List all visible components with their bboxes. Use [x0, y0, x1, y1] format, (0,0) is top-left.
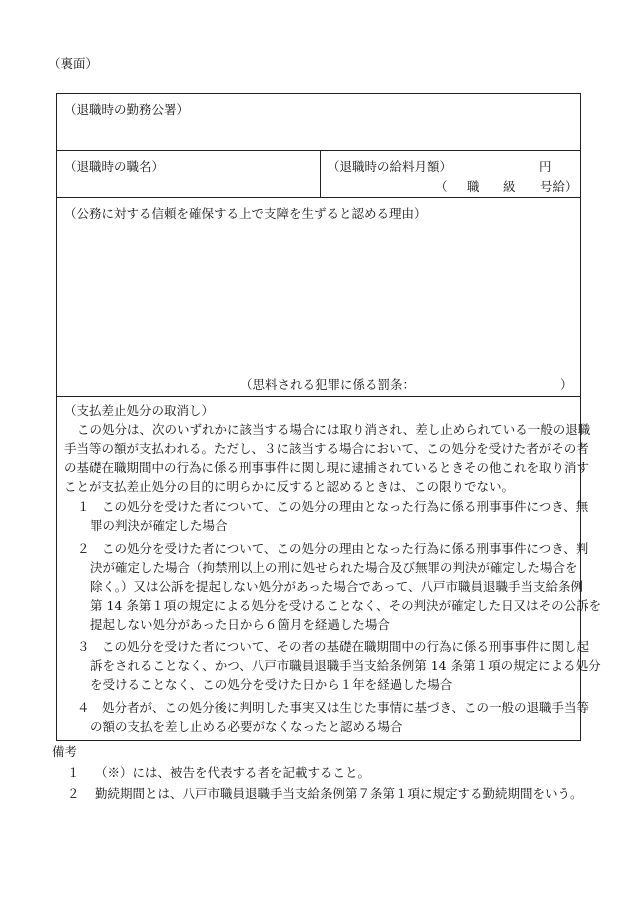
item-line: 訴をされることなく、かつ、八戸市職員退職手当支給条例第 14 条第１項の規定による処分 — [90, 658, 601, 673]
column-divider — [320, 151, 321, 197]
intro-line: の基礎在職期間中の行為に係る刑事事件に関し現に逮捕されているときその他これを取り消す — [64, 460, 590, 475]
cancellation-row — [57, 397, 602, 740]
remarks-heading: 備考 — [52, 744, 78, 759]
position-salary-row — [57, 151, 580, 198]
item-line: の額の支払を差し止める必要がなくなったと認める場合 — [90, 719, 403, 734]
remark-text: 勤続期間とは、八戸市職員退職手当支給条例第７条第１項に規定する勤続期間をいう。 — [95, 786, 583, 801]
penalty-label: （思料される犯罪に係る罰条： — [240, 377, 416, 392]
item-line: 罪の判決が確定した場合 — [90, 518, 228, 533]
workplace-row — [57, 94, 580, 151]
reason-row — [57, 198, 580, 397]
item-line: この処分を受けた者について、この処分の理由となった行為に係る刑事事件につき、判 — [102, 541, 589, 556]
salary-yen: 円 — [539, 159, 552, 174]
remark-text: （※）には、被告を代表する者を記載すること。 — [95, 765, 371, 780]
remark-number: ２ — [67, 786, 80, 801]
item-number: ２ — [77, 541, 90, 556]
item-number: ４ — [77, 700, 90, 715]
remark-number: １ — [67, 765, 80, 780]
form-frame — [56, 93, 602, 741]
penalty-close: ） — [560, 377, 573, 392]
item-line: 第 14 条第１項の規定による処分を受けることなく、その判決が確定した日又はその公訴を — [90, 598, 602, 613]
item-line: この処分を受けた者について、この処分の理由となった行為に係る刑事事件につき、無 — [102, 499, 589, 514]
intro-line: 手当等の額が支払われる。ただし、３に該当する場合において、この処分を受けた者がその者 — [64, 441, 589, 456]
position-label: （退職時の職名） — [64, 159, 165, 174]
item-line: を受けることなく、この処分を受けた日から１年を経過した場合 — [90, 677, 453, 692]
salary-grade-3: 号給） — [540, 179, 578, 194]
salary-grade-1: 職 — [467, 179, 480, 194]
salary-open-paren: （ — [435, 179, 448, 194]
intro-line: ことが支払差止処分の目的に明らかに反すると認めるときは、この限りでない。 — [64, 479, 515, 494]
workplace-label: （退職時の勤務公署） — [64, 102, 190, 117]
item-line: 除く。）又は公訴を提起しない処分があった場合であって、八戸市職員退職手当支給条例 — [90, 579, 584, 594]
item-line: この処分を受けた者について、その者の基礎在職期間中の行為に係る刑事事件に関し起 — [102, 639, 590, 654]
item-number: ３ — [77, 639, 90, 654]
salary-grade-2: 級 — [503, 179, 516, 194]
item-line: 提起しない処分があった日から６箇月を経過した場合 — [90, 617, 390, 632]
intro-line: この処分は、次のいずれかに該当する場合には取り消され、差し止められている一般の退職 — [77, 422, 591, 437]
item-line: 決が確定した場合（拘禁刑以上の刑に処せられた場合及び無罪の判決が確定した場合を — [90, 560, 578, 575]
reason-label: （公務に対する信頼を確保する上で支障を生ずると認める理由） — [64, 206, 427, 221]
salary-label: （退職時の給料月額） — [327, 159, 453, 174]
side-label: （裏面） — [48, 56, 99, 71]
cancellation-heading: （支払差止処分の取消し） — [64, 403, 215, 418]
item-line: 処分者が、この処分後に判明した事実又は生じた事情に基づき、この一般の退職手当等 — [102, 700, 590, 715]
item-number: １ — [77, 499, 90, 514]
